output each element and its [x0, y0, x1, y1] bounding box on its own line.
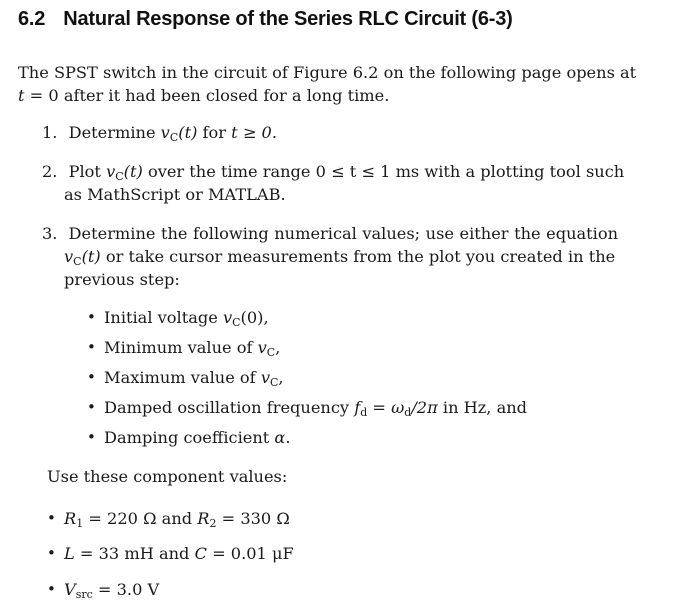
step-1: 1. Determine $v_C(t)$ for t ≥ 0. [42, 123, 277, 144]
bullet: • [47, 509, 56, 527]
quantity-minimum: Minimum value of $v_C$, [104, 338, 281, 359]
component-inductor-capacitor: L = 33 mH and C = 0.01 μF [64, 544, 294, 563]
bullet: • [87, 428, 96, 446]
bullet: • [47, 580, 56, 598]
section-title: Natural Response of the Series RLC Circuit (6-3) [63, 8, 513, 30]
quantity-damping-coefficient: Damping coefficient α. [104, 428, 291, 447]
intro-line-2: t = 0 after it had been closed for a long time. [18, 86, 390, 105]
step-3-line-1: 3. Determine the following numerical values; use either the equation [42, 224, 618, 243]
quantity-damped-frequency: Damped oscillation frequency $f_d = \omega_d/2\pi$ in Hz, and [104, 398, 528, 419]
step-2-line-1: 2. Plot $v_C(t)$ over the time range 0 ≤ t ≤ 1 ms with a plotting tool such [42, 162, 625, 183]
section-number: 6.2 [18, 8, 46, 30]
quantity-maximum: Maximum value of $v_C$, [104, 368, 284, 389]
quantity-initial-voltage: Initial voltage $v_C(0)$, [104, 308, 269, 329]
components-intro: Use these component values: [47, 467, 288, 486]
section-heading [18, 8, 513, 31]
step-2-line-2: as MathScript or MATLAB. [64, 185, 286, 204]
component-resistors: $R_1 = 220$ Ω and $R_2 = 330$ Ω [64, 509, 290, 530]
bullet: • [87, 308, 96, 326]
component-source: $V_{src} = 3.0$ V [64, 580, 160, 601]
step-3-line-2: $v_C(t)$ or take cursor measurements from the plot you created in the [64, 247, 616, 268]
bullet: • [87, 338, 96, 356]
bullet: • [87, 368, 96, 386]
step-3-line-3: previous step: [64, 270, 180, 289]
bullet: • [87, 398, 96, 416]
bullet: • [47, 544, 56, 562]
intro-line-1: The SPST switch in the circuit of Figure 6.2 on the following page opens at [18, 63, 637, 82]
